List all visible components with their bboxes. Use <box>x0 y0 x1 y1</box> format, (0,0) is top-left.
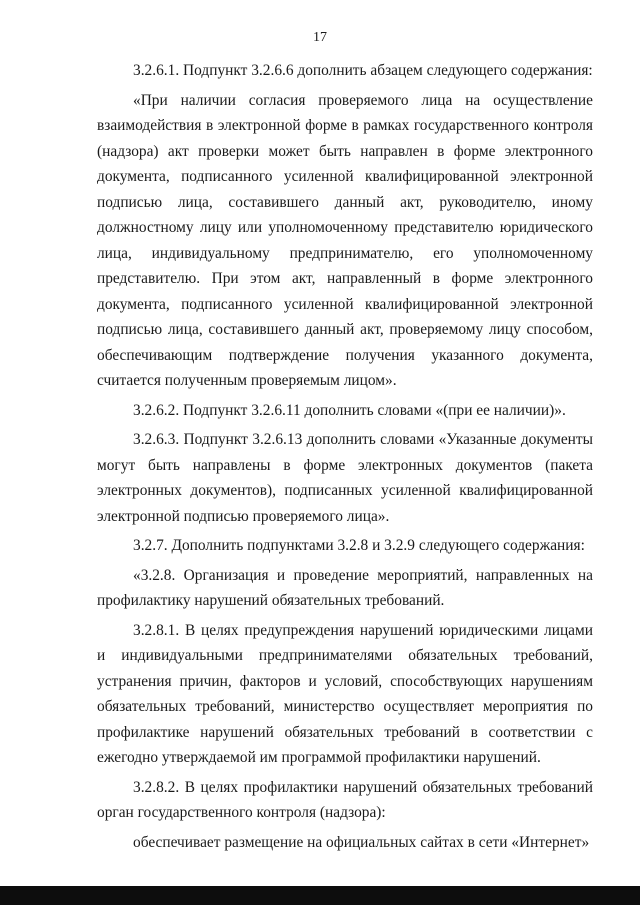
paragraph-3-2-8-1: 3.2.8.1. В целях предупреждения нарушений юридическими лицами и индивидуальными предпринимателями обязательных требований, устранения причин, факторов и условий, способствующих нарушениям обязательных требований, министерство осуществляет мероприятия по профилактике нарушений обязательных требований в соответствии с ежегодно утверждаемой им программой профилактики нарушений. <box>97 621 593 766</box>
paragraph-website-placement: обеспечивает размещение на официальных сайтах в сети «Интернет» <box>133 833 590 851</box>
paragraph-quote-consent: «При наличии согласия проверяемого лица на осуществление взаимодействия в электронной форме в рамках государственного контроля (надзора) акт проверки может быть направлен в форме электронного документа, подписанного усиленной квалифицированной электронной подписью лица, составившего данный акт, руководителю, иному должностному лицу или уполномоченному представителю юридического лица, индивидуальному предпринимателю, его уполномоченному представителю. При этом акт, направленный в форме электронного документа, подписанного усиленной квалифицированной электронной подписью лица, составившего данный акт, проверяемому лицу способом, обеспечивающим подтверждение получения указанного документа, считается полученным проверяемым лицом». <box>97 91 593 389</box>
page-number: 17 <box>313 30 327 45</box>
paragraph-3-2-7: 3.2.7. Дополнить подпунктами 3.2.8 и 3.2.9 следующего содержания: <box>133 537 585 554</box>
paragraph-3-2-6-2: 3.2.6.2. Подпункт 3.2.6.11 дополнить словами «(при ее наличии)». <box>133 401 566 419</box>
paragraph-3-2-8: «3.2.8. Организация и проведение мероприятий, направленных на профилактику нарушений обязательных требований. <box>97 566 593 609</box>
paragraph-3-2-8-2: 3.2.8.2. В целях профилактики нарушений обязательных требований орган государственного контроля (надзора): <box>97 778 593 821</box>
document-body <box>97 58 593 859</box>
scan-bottom-edge <box>0 886 640 905</box>
paragraph-3-2-6-1: 3.2.6.1. Подпункт 3.2.6.6 дополнить абзацем следующего содержания: <box>133 62 593 79</box>
paragraph-3-2-6-3: 3.2.6.3. Подпункт 3.2.6.13 дополнить словами «Указанные документы могут быть направлены в форме электронных документов (пакета электронных документов), подписанных усиленной квалифицированной электронной подписью проверяемого лица». <box>97 431 593 525</box>
